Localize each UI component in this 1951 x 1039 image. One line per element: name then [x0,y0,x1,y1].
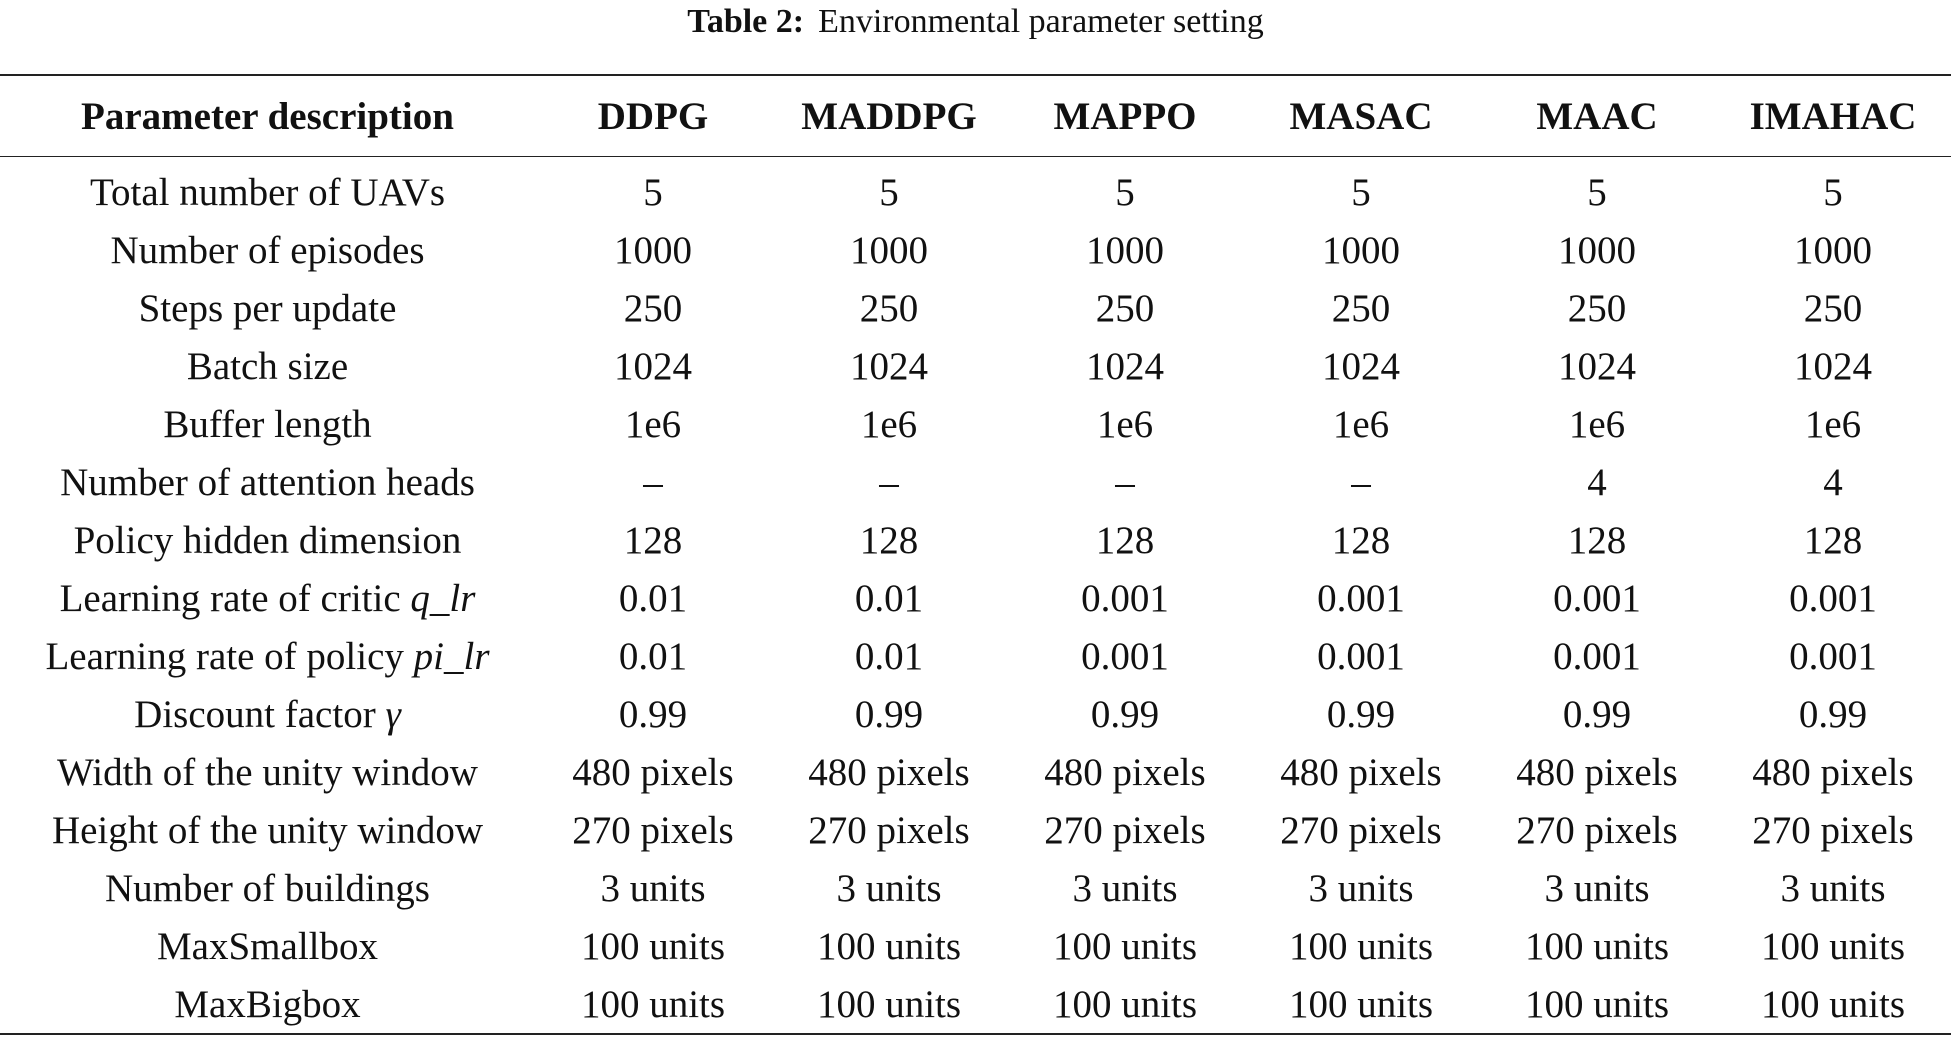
row-label-text: Height of the unity window [51,808,484,852]
cell-value: 0.001 [1317,576,1405,620]
cell-value: 1024 [1086,344,1164,388]
table-caption [0,0,1951,44]
row-label [0,627,535,685]
cell-value: 3 units [1780,866,1886,910]
cell-value: 0.001 [1789,634,1877,678]
cell-value: 100 units [1524,982,1670,1026]
cell-value: 5 [1351,170,1371,214]
cell-value: 480 pixels [1280,750,1442,794]
cell-value: 3 units [1308,866,1414,910]
row-label-text: Policy hidden dimension [73,518,462,562]
table-row [0,221,1951,279]
table-row [0,395,1951,453]
row-label-math: γ [385,692,401,736]
cell-value: 1e6 [1804,402,1862,446]
cell-value: 100 units [816,924,962,968]
cell-value: 250 [1331,286,1391,330]
row-label [0,917,535,975]
row-label [0,279,535,337]
cell-value: 1000 [1794,228,1872,272]
row-label-text: Width of the unity window [57,750,478,794]
cell-value: 1024 [1794,344,1872,388]
cell-value: 100 units [1760,982,1906,1026]
cell-value: – [643,460,663,504]
table-row [0,743,1951,801]
table-header [0,75,1951,157]
cell-value: 270 pixels [1516,808,1678,852]
cell-value: 1024 [1558,344,1636,388]
cell-value: 0.99 [1562,692,1632,736]
row-label-text: Discount factor [134,692,386,736]
cell-value: 1e6 [1332,402,1390,446]
table-row [0,685,1951,743]
cell-value: 100 units [1760,924,1906,968]
row-label-text: Buffer length [163,402,372,446]
header-algorithm: IMAHAC [1749,94,1917,138]
table-body [0,157,1951,1035]
row-label [0,453,535,511]
cell-value: 250 [623,286,683,330]
cell-value: 128 [623,518,683,562]
cell-value: 0.001 [1789,576,1877,620]
cell-value: 1e6 [1096,402,1154,446]
cell-value: 0.99 [1798,692,1868,736]
cell-value: 1024 [614,344,692,388]
cell-value: 1000 [1322,228,1400,272]
table-row [0,975,1951,1034]
cell-value: 1024 [1322,344,1400,388]
cell-value: 100 units [1052,982,1198,1026]
table-row [0,453,1951,511]
row-label [0,743,535,801]
cell-value: 480 pixels [808,750,970,794]
cell-value: 0.001 [1317,634,1405,678]
cell-value: 480 pixels [572,750,734,794]
table-row [0,511,1951,569]
cell-value: 0.99 [1326,692,1396,736]
cell-value: 128 [1331,518,1391,562]
table-row [0,337,1951,395]
row-label-text: MaxBigbox [174,982,361,1026]
row-label-text: Number of attention heads [60,460,475,504]
cell-value: 3 units [1072,866,1178,910]
cell-value: 100 units [1052,924,1198,968]
cell-value: 3 units [1544,866,1650,910]
cell-value: 0.01 [854,576,924,620]
table-row [0,801,1951,859]
row-label-text: Learning rate of policy [45,634,414,678]
cell-value: 128 [1567,518,1627,562]
row-label [0,221,535,279]
table-row [0,279,1951,337]
parameter-table [0,74,1951,1035]
cell-value: 270 pixels [1044,808,1206,852]
cell-value: 0.001 [1081,634,1169,678]
cell-value: 3 units [600,866,706,910]
table-row [0,917,1951,975]
header-algorithm: MAAC [1536,94,1658,138]
cell-value: 5 [1823,170,1843,214]
cell-value: – [879,460,899,504]
cell-value: 1e6 [860,402,918,446]
cell-value: 270 pixels [808,808,970,852]
cell-value: 0.99 [854,692,924,736]
cell-value: 480 pixels [1516,750,1678,794]
cell-value: 128 [1803,518,1863,562]
cell-value: 100 units [580,924,726,968]
row-label [0,157,535,222]
cell-value: 270 pixels [1280,808,1442,852]
cell-value: 1000 [614,228,692,272]
table-row [0,569,1951,627]
cell-value: 128 [1095,518,1155,562]
cell-value: 1000 [1558,228,1636,272]
row-label-text: Learning rate of critic [59,576,411,620]
cell-value: 0.01 [854,634,924,678]
row-label-math: pi_lr [413,634,490,678]
cell-value: 1000 [850,228,928,272]
row-label-text: Steps per update [138,286,397,330]
row-label-text: Number of episodes [110,228,425,272]
cell-value: 0.001 [1081,576,1169,620]
cell-value: 100 units [816,982,962,1026]
cell-value: 128 [859,518,919,562]
cell-value: 5 [879,170,899,214]
row-label [0,801,535,859]
row-label [0,685,535,743]
cell-value: 5 [1587,170,1607,214]
header-algorithm: MADDPG [801,94,977,138]
cell-value: 100 units [1524,924,1670,968]
cell-value: 4 [1587,460,1607,504]
row-label-text: Total number of UAVs [89,170,446,214]
cell-value: – [1351,460,1371,504]
header-algorithm: MASAC [1289,94,1433,138]
cell-value: 250 [1803,286,1863,330]
row-label-math: q_lr [410,576,476,620]
cell-value: 480 pixels [1044,750,1206,794]
row-label [0,337,535,395]
row-label [0,859,535,917]
cell-value: 0.001 [1553,634,1641,678]
cell-value: 1000 [1086,228,1164,272]
cell-value: 0.01 [618,634,688,678]
row-label-text: Batch size [186,344,349,388]
cell-value: 5 [643,170,663,214]
cell-value: – [1115,460,1135,504]
cell-value: 100 units [580,982,726,1026]
cell-value: 1024 [850,344,928,388]
caption-label: Table 2: [687,3,805,40]
cell-value: 1e6 [1568,402,1626,446]
cell-value: 270 pixels [572,808,734,852]
cell-value: 0.001 [1553,576,1641,620]
table-row [0,627,1951,685]
header-description: Parameter description [81,94,454,138]
row-label-text: MaxSmallbox [157,924,378,968]
cell-value: 0.01 [618,576,688,620]
table-row [0,859,1951,917]
row-label [0,569,535,627]
table-row [0,157,1951,222]
cell-value: 3 units [836,866,942,910]
cell-value: 4 [1823,460,1843,504]
header-row [0,75,1951,157]
cell-value: 5 [1115,170,1135,214]
row-label [0,975,535,1034]
header-algorithm: DDPG [597,94,709,138]
cell-value: 100 units [1288,924,1434,968]
caption-text: Environmental parameter setting [818,3,1264,40]
cell-value: 250 [1095,286,1155,330]
cell-value: 250 [1567,286,1627,330]
row-label [0,511,535,569]
row-label [0,395,535,453]
cell-value: 480 pixels [1752,750,1914,794]
cell-value: 0.99 [1090,692,1160,736]
cell-value: 100 units [1288,982,1434,1026]
cell-value: 270 pixels [1752,808,1914,852]
cell-value: 0.99 [618,692,688,736]
cell-value: 1e6 [624,402,682,446]
row-label-text: Number of buildings [105,866,430,910]
header-algorithm: MAPPO [1053,94,1197,138]
cell-value: 250 [859,286,919,330]
